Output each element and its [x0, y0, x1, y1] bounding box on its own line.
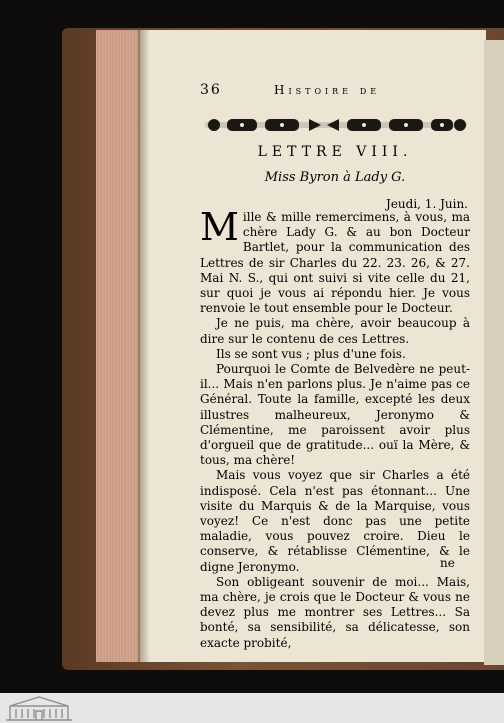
paragraph-2: Je ne puis, ma chère, avoir beaucoup à dire sur le contenu de ces Lettres. [200, 316, 470, 346]
fleuron-band-icon [205, 116, 467, 134]
paragraph-6: Son obligeant souvenir de moi... Mais, ma chère, je crois que le Docteur & vous ne devez plus me montrer ses Lettres... Sa bonté, sa sensibilité, sa délicatesse, son exacte probité, [200, 574, 470, 650]
letter-address: Miss Byron à Lady G. [264, 170, 406, 185]
running-header [200, 82, 470, 102]
drop-cap: M [200, 205, 239, 249]
paragraph-4: Pourquoi le Comte de Belvedère ne peut-il... Mais n'en parlons plus. Je n'aime pas ce Général. Toute la famille, excepté les deux illustres malheureux, Jeronymo & Clémentine, me paroissent avoir plus d'orgueil que de gratitude... ouï la Mère, & tous, ma chère! [200, 362, 470, 468]
building-logo-icon [4, 694, 74, 722]
letter-date: Jeudi, 1. Juin. [386, 197, 468, 211]
viewer-footer [0, 693, 504, 723]
page-number: 36 [200, 82, 222, 98]
catchword: ne [440, 556, 455, 570]
running-title: Histoire de [274, 83, 381, 97]
paragraph-3: Ils se sont vus ; plus d'une fois. [216, 346, 406, 361]
paragraph-1 [200, 205, 470, 316]
letter-title: LETTRE VIII. [257, 144, 413, 160]
paragraph-1-text: ille & mille remercimens, à vous, ma chère Lady G. & au bon Docteur Bartlet, pour la communication des Lettres de sir Charles du 22. 23. 26, & 27. Mai N. S., qui ont suivi si vite celle du 21, sur quoi je vous ai répondu hier. Je vous renvoie le tout ensemble pour le Docteur. [200, 210, 470, 316]
page-edges [96, 30, 140, 662]
paragraph-5: Mais vous voyez que sir Charles a été indisposé. Cela n'est pas étonnant... Une visite du Marquis & de la Marquise, vous voyez! Ce n'est donc pas une petite maladie, vous pouvez croire. Dieu le conserve, & rétablisse Clémentine, & le digne Jeronymo. [200, 468, 470, 574]
letter-body [200, 205, 470, 651]
facing-page-edge [484, 40, 504, 665]
page-gutter [138, 30, 150, 662]
